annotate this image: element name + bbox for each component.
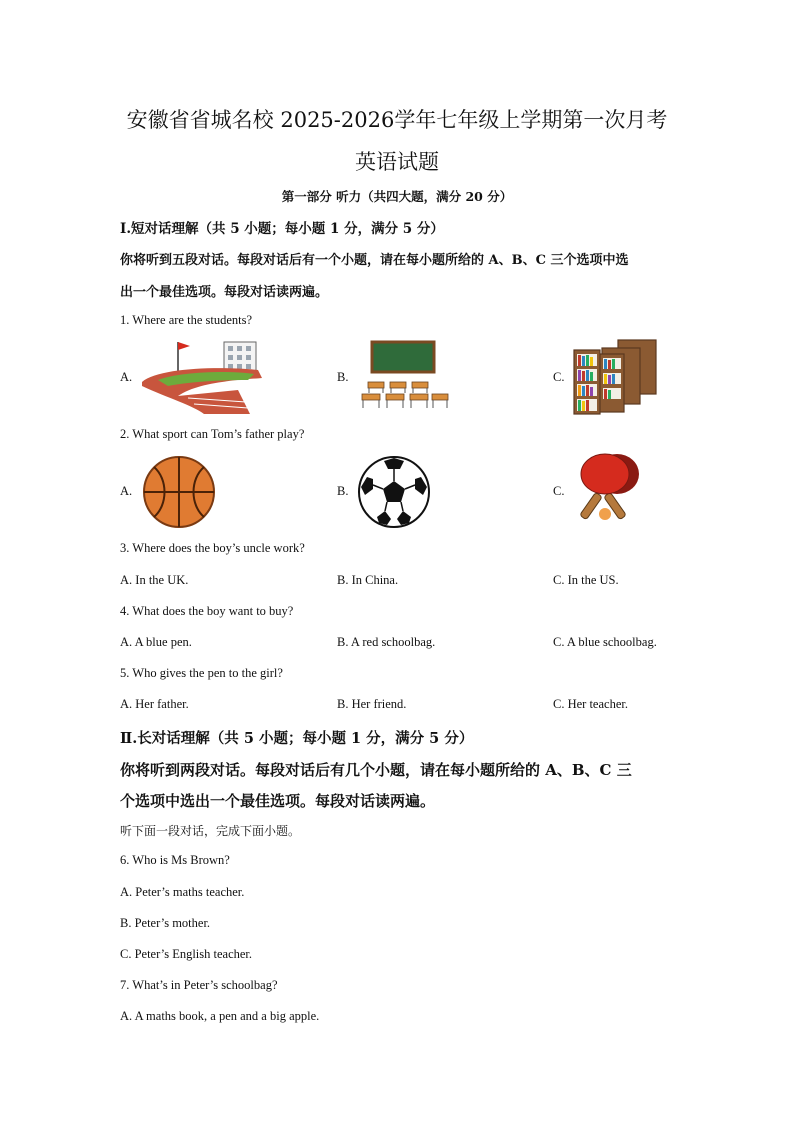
q1-option-c-label: C. xyxy=(553,370,565,384)
q2-option-b-label: B. xyxy=(337,484,349,498)
q1-option-a-label: A. xyxy=(120,370,133,384)
q6-option-c: C. Peter’s English teacher. xyxy=(120,947,253,961)
section-2-instruction-cont: 个选项中选出一个最佳选项。每段对话读两遍。 xyxy=(120,792,436,810)
q4-option-b: B. A red schoolbag. xyxy=(337,635,436,649)
question-5: 5. Who gives the pen to the girl? xyxy=(120,666,283,680)
section-1-instruction-cont: 出一个最佳选项。每段对话读两遍。 xyxy=(120,285,329,300)
q3-option-a: A. In the UK. xyxy=(120,573,189,587)
question-2: 2. What sport can Tom’s father play? xyxy=(120,427,305,441)
section-2-sub-instruction: 听下面一段对话，完成下面小题。 xyxy=(120,824,301,838)
question-1: 1. Where are the students? xyxy=(120,313,253,327)
question-6: 6. Who is Ms Brown? xyxy=(120,853,230,867)
q4-option-a: A. A blue pen. xyxy=(120,635,192,649)
exam-title: 安徽省省城名校 2025-2026学年七年级上学期第一次月考 xyxy=(126,108,668,132)
exam-subtitle: 英语试题 xyxy=(355,150,439,174)
q7-option-a: A. A maths book, a pen and a big apple. xyxy=(120,1009,320,1023)
ping-pong-icon xyxy=(573,452,647,530)
q3-option-b: B. In China. xyxy=(337,573,399,587)
q6-option-a: A. Peter’s maths teacher. xyxy=(120,885,245,899)
q2-option-a-label: A. xyxy=(120,484,133,498)
section-1-instruction: 你将听到五段对话。每段对话后有一个小题，请在每小题所给的 A、B、C 三个选项中选 xyxy=(120,253,629,268)
classroom-icon xyxy=(356,340,452,414)
question-3: 3. Where does the boy’s uncle work? xyxy=(120,541,305,555)
sports-field-icon xyxy=(138,336,264,416)
question-4: 4. What does the boy want to buy? xyxy=(120,604,294,618)
q5-option-a: A. Her father. xyxy=(120,697,189,711)
basketball-icon xyxy=(142,455,216,529)
q1-option-b-label: B. xyxy=(337,370,349,384)
soccer-ball-icon xyxy=(357,455,431,529)
question-7: 7. What’s in Peter’s schoolbag? xyxy=(120,978,278,992)
q5-option-c: C. Her teacher. xyxy=(553,697,628,711)
section-2-instruction: 你将听到两段对话。每段对话后有几个小题，请在每小题所给的 A、B、C 三 xyxy=(120,761,632,779)
part-heading: 第一部分 听力（共四大题，满分 20 分） xyxy=(281,189,513,204)
section-2-heading: Ⅱ.长对话理解（共 5 小题；每小题 1 分，满分 5 分） xyxy=(120,730,474,747)
q4-option-c: C. A blue schoolbag. xyxy=(553,635,657,649)
q5-option-b: B. Her friend. xyxy=(337,697,407,711)
library-bookshelves-icon xyxy=(572,336,660,416)
section-1-heading: Ⅰ.短对话理解（共 5 小题；每小题 1 分，满分 5 分） xyxy=(120,221,444,237)
q2-option-c-label: C. xyxy=(553,484,565,498)
q3-option-c: C. In the US. xyxy=(553,573,619,587)
q6-option-b: B. Peter’s mother. xyxy=(120,916,211,930)
